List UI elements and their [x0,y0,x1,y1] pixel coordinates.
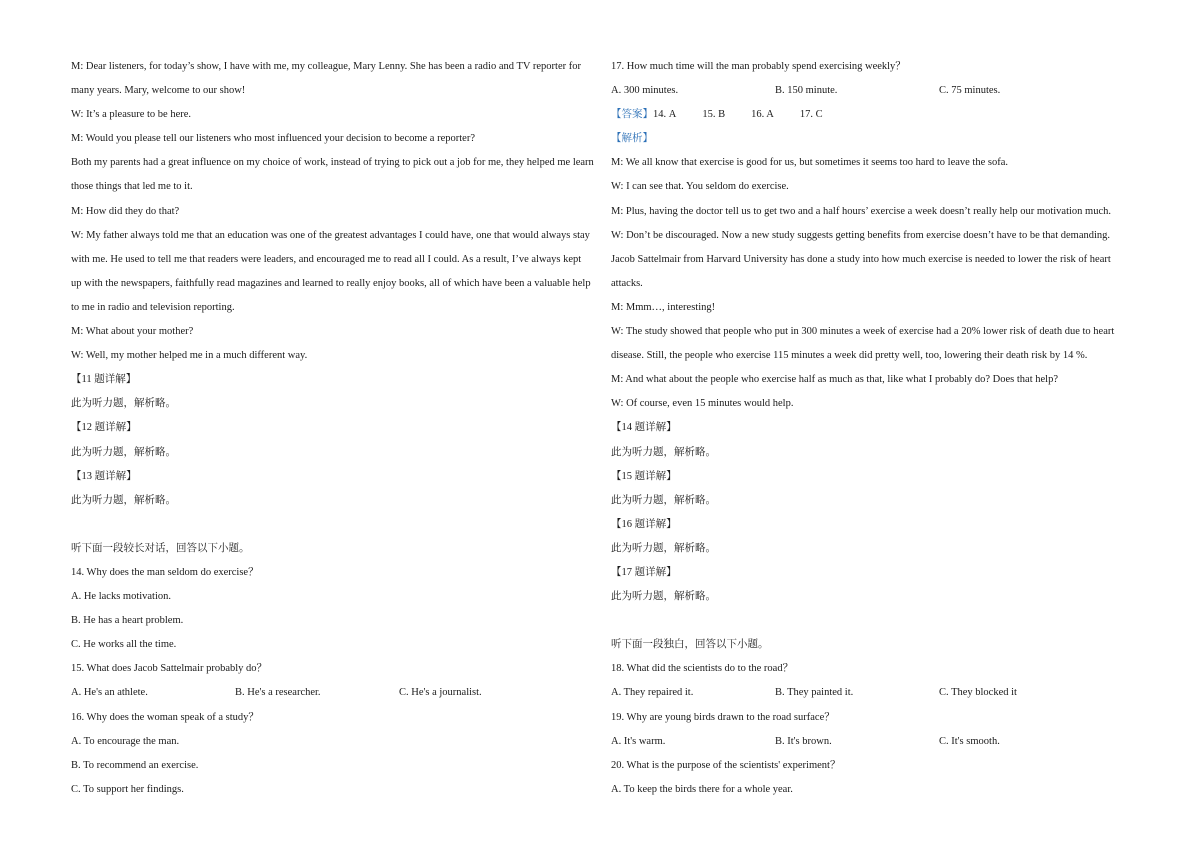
transcript-line: M: And what about the people who exercise half as much as that, like what I probably do? Does that help? [611,374,1058,386]
options-15 [71,681,591,705]
transcript-line: M: We all know that exercise is good for us, but sometimes it seems too hard to leave the sofa. [611,157,1009,169]
dialogue-line: W: Well, my mother helped me in a much different way. [71,350,308,362]
detail-text-16: 此为听力题，解析略。 [611,542,716,554]
options-18 [611,681,1131,705]
detail-heading-15: 【15 题详解】 [611,470,677,482]
dialogue-line: to me in radio and television reporting. [71,301,235,313]
option-19b: B. It's brown. [775,735,832,747]
options-17 [611,79,1131,103]
transcript-line: W: The study showed that people who put in 300 minutes a week of exercise had a 20% lower risk of death due to heart [611,326,1115,338]
detail-heading-16: 【16 题详解】 [611,518,677,530]
option-16a: A. To encourage the man. [71,735,180,747]
dialogue-line: M: Would you please tell our listeners who most influenced your decision to become a reporter? [71,133,475,145]
option-16c: C. To support her findings. [71,783,184,795]
section-instruction: 听下面一段独白，回答以下小题。 [611,639,769,651]
question-14: 14. Why does the man seldom do exercise？ [71,566,259,578]
dialogue-line: W: My father always told me that an education was one of the greatest advantages I could have, one that would always stay [71,229,590,241]
section-instruction: 听下面一段较长对话，回答以下小题。 [71,542,250,554]
dialogue-line: M: How did they do that? [71,205,180,217]
detail-heading-17: 【17 题详解】 [611,566,677,578]
dialogue-line: W: It’s a pleasure to be here. [71,109,192,121]
detail-heading-14: 【14 题详解】 [611,422,677,434]
answer-15: 15. B [702,109,726,121]
option-17b: B. 150 minute. [775,85,838,97]
transcript-line: attacks. [611,277,643,289]
transcript-line: disease. Still, the people who exercise 115 minutes a week did pretty well, too, lowering their death risk by 14 %. [611,350,1088,362]
option-19a: A. It's warm. [611,735,666,747]
detail-text-14: 此为听力题，解析略。 [611,446,716,458]
question-15: 15. What does Jacob Sattelmair probably do？ [71,663,268,675]
option-14a: A. He lacks motivation. [71,591,172,603]
transcript-line: W: Of course, even 15 minutes would help. [611,398,794,410]
dialogue-line: many years. Mary, welcome to our show! [71,85,246,97]
detail-text-11: 此为听力题，解析略。 [71,398,176,410]
question-20: 20. What is the purpose of the scientists' experiment？ [611,759,841,771]
question-17: 17. How much time will the man probably spend exercising weekly？ [611,61,906,72]
question-18: 18. What did the scientists do to the road？ [611,663,794,675]
option-17c: C. 75 minutes. [939,85,1001,97]
transcript-line: W: Don’t be discouraged. Now a new study suggests getting benefits from exercise doesn’t have to be that demanding. [611,229,1111,241]
option-18b: B. They painted it. [775,687,854,699]
answer-16: 16. A [751,109,774,121]
detail-heading-13: 【13 题详解】 [71,470,137,482]
transcript-line: M: Plus, having the doctor tell us to get two and a half hours’ exercise a week doesn’t really help our motivation much. [611,205,1111,217]
answer-tag: 【答案】 [611,109,653,121]
dialogue-line: those things that led me to it. [71,181,193,193]
dialogue-line: Both my parents had a great influence on my choice of work, instead of trying to pick out a job for me, they helped me learn [71,157,594,169]
detail-heading-12: 【12 题详解】 [71,422,137,434]
options-19 [611,730,1131,754]
detail-heading-11: 【11 题详解】 [71,374,137,386]
option-15b: B. He's a researcher. [235,687,321,699]
detail-text-15: 此为听力题，解析略。 [611,494,716,506]
answer-line [611,103,1131,127]
option-16b: B. To recommend an exercise. [71,759,199,771]
transcript-line: W: I can see that. You seldom do exercise. [611,181,789,193]
answer-14: 14. A [653,109,677,121]
answer-17: 17. C [799,109,823,121]
transcript-line: M: Mmm…, interesting! [611,301,716,313]
option-14c: C. He works all the time. [71,639,177,651]
right-column [611,55,1131,802]
dialogue-line: M: Dear listeners, for today’s show, I have with me, my colleague, Mary Lenny. She has been a radio and TV reporter for [71,61,581,72]
option-17a: A. 300 minutes. [611,85,679,97]
option-15c: C. He's a journalist. [399,687,482,699]
option-20a: A. To keep the birds there for a whole year. [611,783,793,795]
dialogue-line: up with the newspapers, faithfully read magazines and learned to really enjoy books, all of which have been a valuable help [71,277,591,289]
analysis-tag: 【解析】 [611,133,653,145]
option-18a: A. They repaired it. [611,687,694,699]
dialogue-line: with me. He used to tell me that readers were leaders, and encouraged me to read all I could. As a result, I’ve always kept [71,253,582,265]
transcript-line: Jacob Sattelmair from Harvard University has done a study into how much exercise is needed to lower the risk of heart [611,253,1111,265]
option-14b: B. He has a heart problem. [71,615,184,627]
dialogue-line: M: What about your mother? [71,326,194,338]
detail-text-17: 此为听力题，解析略。 [611,591,716,603]
detail-text-13: 此为听力题，解析略。 [71,494,176,506]
question-16: 16. Why does the woman speak of a study？ [71,711,259,723]
option-18c: C. They blocked it [939,687,1017,699]
option-19c: C. It's smooth. [939,735,1000,747]
option-15a: A. He's an athlete. [71,687,148,699]
detail-text-12: 此为听力题，解析略。 [71,446,176,458]
question-19: 19. Why are young birds drawn to the road surface？ [611,711,835,723]
left-column [71,55,594,802]
